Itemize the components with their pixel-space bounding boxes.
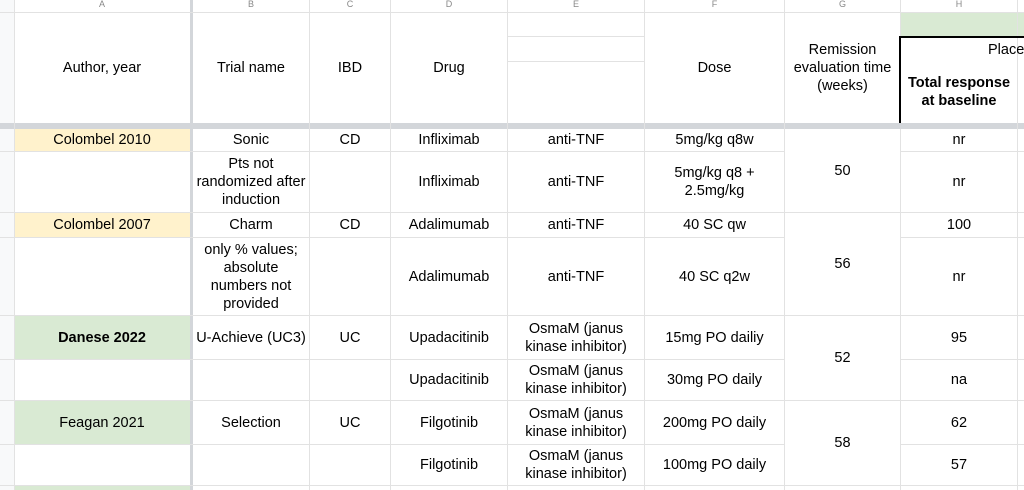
column-letter-h[interactable]: H (955, 0, 963, 8)
cell-ibd[interactable]: UC (339, 414, 361, 431)
cell-trial[interactable]: Pts not randomized after induction (196, 156, 306, 208)
header-total-response[interactable]: Total response at baseline (907, 75, 1011, 109)
column-letter-d[interactable]: D (445, 0, 453, 8)
cell-remission-merged[interactable]: 58 (834, 435, 851, 451)
header-drug[interactable]: Drug (433, 60, 465, 76)
cell-ibd[interactable] (310, 445, 390, 485)
header-author-year[interactable]: Author, year (62, 60, 142, 76)
cell-mechanism[interactable]: anti-TNF (547, 217, 605, 233)
cell-drug[interactable]: Upadacitinib (409, 329, 489, 346)
cell-dose[interactable]: 200mg PO daily (662, 414, 767, 431)
cell-drug[interactable]: Upadacitinib (409, 372, 489, 388)
cell-trial[interactable]: only % values; absolute numbers not provided (204, 241, 298, 312)
cell-drug[interactable]: Adalimumab (408, 217, 490, 233)
cell-mechanism[interactable]: anti-TNF (547, 132, 605, 148)
cell-dose[interactable]: 40 SC q2w (679, 268, 750, 285)
cell-trial[interactable]: Charm (229, 217, 273, 233)
cell-mechanism[interactable]: OsmaM (janus kinase inhibitor) (525, 448, 627, 482)
cell-dose[interactable]: 100mg PO daily (662, 457, 767, 473)
cell-remission-merged[interactable]: 56 (834, 256, 851, 272)
cell-total-response[interactable]: na (950, 372, 968, 388)
cell-total-response[interactable]: 62 (950, 414, 968, 431)
cell-total-response[interactable]: 100 (946, 217, 972, 233)
header-trial-name[interactable]: Trial name (217, 60, 285, 76)
cell-mechanism[interactable]: anti-TNF (547, 174, 605, 190)
cell-drug[interactable]: Infliximab (418, 174, 480, 190)
cell-trial[interactable]: Sonic (232, 132, 270, 148)
column-letter-f[interactable]: F (711, 0, 718, 8)
placebo-border-top (899, 36, 1024, 38)
cell-trial[interactable] (193, 360, 309, 400)
cell-mechanism[interactable]: anti-TNF (547, 268, 605, 285)
cell-trial[interactable]: Selection (221, 414, 281, 431)
cell-remission-merged[interactable]: 52 (834, 350, 851, 366)
cell-author[interactable]: Feagan 2021 (59, 414, 145, 431)
cell-mechanism[interactable]: OsmaM (janus kinase inhibitor) (525, 405, 627, 440)
header-placebo-partial[interactable]: Place (988, 42, 1024, 58)
cell-ibd[interactable]: CD (339, 217, 361, 233)
cell-dose[interactable]: 15mg PO dailiy (665, 329, 764, 346)
cell-total-response[interactable]: nr (952, 132, 966, 148)
cell-author[interactable] (14, 360, 190, 400)
cell-ibd[interactable]: CD (339, 132, 361, 148)
cell-author[interactable]: Colombel 2007 (53, 217, 151, 233)
column-letter-c[interactable]: C (346, 0, 354, 8)
cell-total-response[interactable]: nr (952, 174, 966, 190)
header-remission-time[interactable]: Remission evaluation time (weeks) (793, 42, 892, 94)
cell-total-response[interactable]: 95 (950, 329, 968, 346)
row-header-strip[interactable] (0, 0, 14, 490)
cell-trial[interactable] (193, 445, 309, 485)
cell-dose[interactable]: 30mg PO daily (666, 372, 763, 388)
cell-author[interactable] (14, 152, 190, 212)
cell-ibd[interactable] (310, 360, 390, 400)
cell-ibd[interactable] (310, 238, 390, 315)
column-letter-g[interactable]: G (838, 0, 846, 8)
cell-author[interactable] (14, 238, 190, 315)
cell-total-response[interactable]: 57 (950, 457, 968, 473)
cell-drug[interactable]: Infliximab (418, 132, 480, 148)
header-fill-h (901, 12, 1024, 36)
cell-dose[interactable]: 40 SC qw (683, 217, 746, 233)
cell-mechanism[interactable]: OsmaM (janus kinase inhibitor) (525, 363, 627, 397)
cell-remission-merged[interactable]: 50 (834, 162, 851, 179)
fill-next-row (14, 486, 190, 490)
cell-dose[interactable]: 5mg/kg q8 + 2.5mg/kg (674, 165, 755, 199)
cell-dose[interactable]: 5mg/kg q8w (675, 132, 754, 148)
cell-drug[interactable]: Adalimumab (408, 268, 490, 285)
cell-drug[interactable]: Filgotinib (419, 457, 479, 473)
header-dose[interactable]: Dose (697, 60, 732, 76)
cell-ibd[interactable]: UC (339, 329, 361, 346)
column-letter-a[interactable]: A (98, 0, 105, 8)
column-letter-b[interactable]: B (247, 0, 254, 8)
cell-total-response[interactable]: nr (952, 268, 966, 285)
cell-ibd[interactable] (310, 152, 390, 212)
cell-drug[interactable]: Filgotinib (419, 414, 479, 431)
cell-author[interactable]: Colombel 2010 (53, 132, 151, 148)
cell-trial[interactable]: U-Achieve (UC3) (196, 329, 306, 346)
cell-author[interactable]: Danese 2022 (58, 329, 146, 346)
cell-author[interactable] (14, 445, 190, 485)
header-ibd[interactable]: IBD (337, 60, 363, 76)
column-letter-e[interactable]: E (572, 0, 579, 8)
cell-mechanism[interactable]: OsmaM (janus kinase inhibitor) (525, 320, 627, 355)
